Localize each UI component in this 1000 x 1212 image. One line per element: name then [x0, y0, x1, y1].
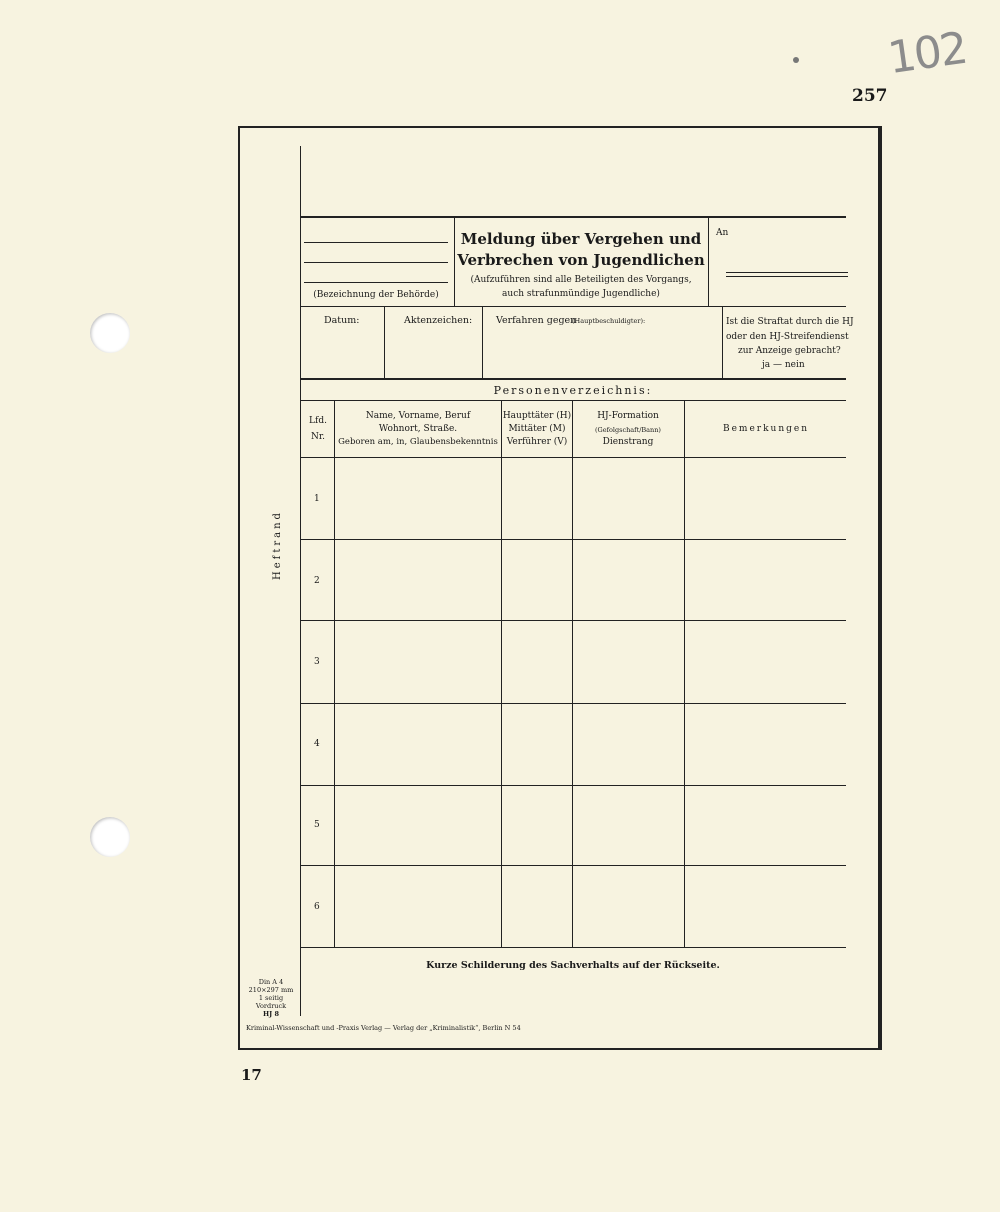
to-line-2: [726, 276, 848, 277]
date-label: Datum:: [324, 315, 360, 326]
authority-label: (Bezeichnung der Behörde): [313, 290, 439, 300]
col-name-header-line-1: Name, Vorname, Beruf: [365, 411, 471, 421]
table-row-number: 3: [314, 657, 320, 667]
table-header-rule: [300, 457, 846, 458]
table-row-number: 5: [314, 820, 320, 830]
din-line-4: Vordruck: [255, 1002, 287, 1010]
authority-line-3: [304, 282, 448, 283]
publisher-line: Kriminal-Wissenschaft und -Praxis Verlag — Verlag der „Kriminalistik“, Berlin N 54: [246, 1024, 521, 1032]
ref-divider: [482, 306, 483, 378]
register-top-rule: [300, 378, 846, 380]
date-row-top-rule: [300, 306, 846, 307]
table-row-rule-2: [300, 620, 846, 621]
table-row-rule-1: [300, 539, 846, 540]
hj-question-line-2: oder den HJ-Streifendienst: [726, 332, 849, 342]
table-row-number: 1: [314, 494, 320, 504]
table-row-number: 6: [314, 902, 320, 912]
page-number-top: 257: [852, 86, 888, 106]
din-line-1: Din A 4: [258, 978, 284, 986]
margin-label: Heftrand: [272, 510, 283, 580]
col-no-header-line-2: Nr.: [310, 432, 326, 442]
form-title-line-2: Verbrechen von Jugendlichen: [457, 251, 705, 269]
col-name-header-line-2: Wohnort, Straße.: [378, 424, 458, 434]
col-hj-header-line-1: HJ-Formation: [597, 411, 659, 421]
din-line-3: 1 seitig: [258, 994, 284, 1002]
col-no-header-line-1: Lfd.: [309, 416, 327, 426]
hj-question-line-3: zur Anzeige gebracht?: [738, 346, 841, 356]
form-subtitle-line-2: auch strafunmündige Jugendliche): [502, 289, 660, 299]
table-row-rule-5: [300, 865, 846, 866]
col-hj-header-line-3: Dienstrang: [602, 437, 654, 447]
din-line-5: HJ 8: [262, 1010, 279, 1018]
table-bottom-rule: [300, 947, 846, 948]
col-role-header-line-2: Mittäter (M): [508, 424, 566, 434]
margin-divider: [300, 146, 301, 1016]
table-row-rule-4: [300, 785, 846, 786]
date-divider: [384, 306, 385, 378]
hj-question-line-1: Ist die Straftat durch die HJ: [726, 317, 854, 327]
col-role-header-line-1: Haupttäter (H): [502, 411, 572, 421]
form-frame-right-edge: [878, 128, 880, 1050]
handwritten-number: 102: [884, 22, 970, 85]
authority-line-1: [304, 242, 448, 243]
register-title: Personenverzeichnis:: [493, 384, 653, 397]
proceedings-sub-label: (Hauptbeschuldigter):: [572, 317, 646, 325]
col-role-header-line-3: Verführer (V): [506, 437, 568, 447]
proceedings-label: Verfahren gegen: [496, 315, 577, 326]
table-row-number: 2: [314, 576, 320, 586]
authority-line-2: [304, 262, 448, 263]
col-name-header-line-3: Geboren am, in, Glaubensbekenntnis: [338, 437, 498, 447]
din-line-2: 210×297 mm: [248, 986, 294, 994]
to-line-1: [726, 272, 848, 273]
footer-note: Kurze Schilderung des Sachverhalts auf der Rückseite.: [426, 960, 720, 971]
pencil-dot: [793, 57, 799, 63]
form-title-line-1: Meldung über Vergehen und: [460, 230, 702, 248]
punch-hole-bottom: [90, 817, 130, 857]
col-remarks-header: Bemerkungen: [722, 424, 810, 434]
page-number-bottom: 17: [241, 1066, 262, 1084]
proceedings-divider: [722, 306, 723, 378]
punch-hole-top: [90, 313, 130, 353]
header-divider-right: [708, 218, 709, 306]
header-top-rule: [300, 216, 846, 218]
table-row-rule-3: [300, 703, 846, 704]
register-title-rule: [300, 400, 846, 401]
form-subtitle-line-1: (Aufzuführen sind alle Beteiligten des Vorgangs,: [470, 275, 692, 285]
hj-question-answer: ja — nein: [762, 360, 805, 370]
table-row-number: 4: [314, 739, 320, 749]
col-hj-header-line-2: (Gefolgschaft/Bann): [595, 426, 661, 434]
to-label: An: [716, 228, 729, 238]
file-ref-label: Aktenzeichen:: [404, 315, 473, 326]
